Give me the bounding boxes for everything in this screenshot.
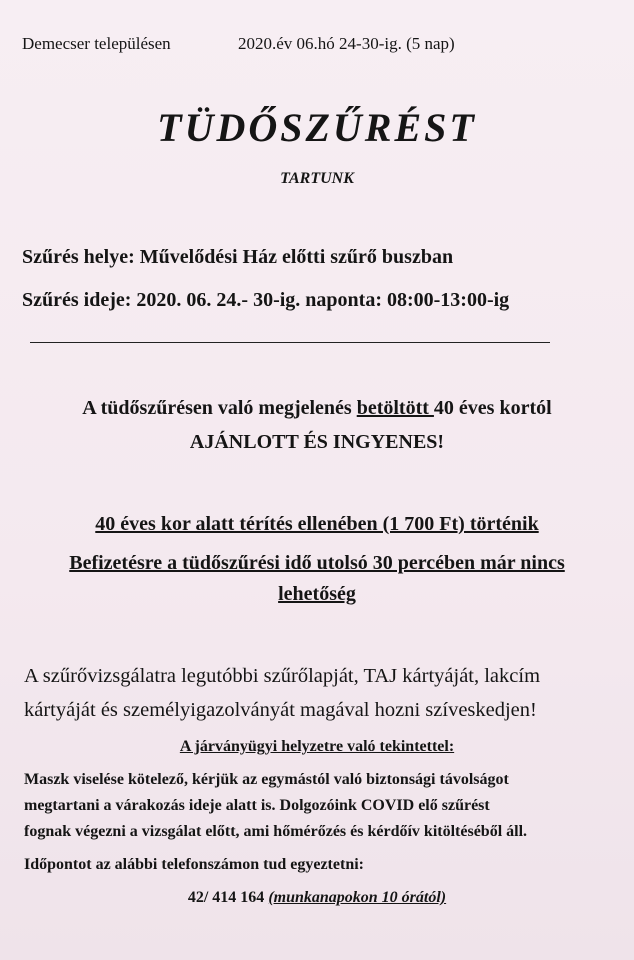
epidemic-line-1: Maszk viselése kötelező, kérjük az egymástól való biztonsági távolságot bbox=[24, 771, 509, 788]
page-title: TÜDŐSZŰRÉST bbox=[157, 105, 477, 150]
eligibility-text-underlined: betöltött bbox=[356, 397, 434, 419]
screening-place: Szűrés helye: Művelődési Ház előtti szűrő buszban bbox=[22, 246, 454, 268]
divider-line bbox=[30, 342, 550, 343]
header-location: Demecser településen bbox=[22, 34, 171, 53]
phone-hours-note: (munkanapokon 10 órától) bbox=[268, 889, 447, 906]
documents-line-1: A szűrővizsgálatra legutóbbi szűrőlapját, TAJ kártyáját, lakcím bbox=[24, 665, 541, 687]
payment-deadline-line-end: lehetőség bbox=[278, 583, 356, 605]
documents-line-2: kártyáját és személyigazolványát magával hozni szíveskedjen! bbox=[24, 699, 537, 721]
appointment-phone-line bbox=[0, 889, 634, 907]
eligibility-line bbox=[0, 397, 634, 420]
free-notice: AJÁNLOTT ÉS INGYENES! bbox=[189, 431, 445, 453]
epidemic-heading: A járványügyi helyzetre való tekintettel: bbox=[179, 738, 455, 755]
fee-line: 40 éves kor alatt térítés ellenében (1 700 Ft) történik bbox=[95, 513, 539, 535]
epidemic-line-2: megtartani a várakozás ideje alatt is. Dolgozóink COVID elő szűrést bbox=[24, 797, 490, 814]
epidemic-line-3: fognak végezni a vizsgálat előtt, ami hőmérőzés és kérdőív kitöltéséből áll. bbox=[24, 823, 528, 840]
screening-time: Szűrés ideje: 2020. 06. 24.- 30-ig. naponta: 08:00-13:00-ig bbox=[22, 289, 510, 311]
header-dates: 2020.év 06.hó 24-30-ig. (5 nap) bbox=[238, 34, 455, 53]
eligibility-text-pre: A tüdőszűrésen való megjelenés bbox=[82, 397, 357, 419]
page-subtitle: TARTUNK bbox=[280, 170, 354, 187]
phone-number: 42/ 414 164 bbox=[187, 889, 265, 906]
payment-deadline-line: Befizetésre a tüdőszűrési idő utolsó 30 percében már nincs bbox=[69, 552, 565, 574]
appointment-text: Időpontot az alábbi telefonszámon tud egyeztetni: bbox=[24, 856, 364, 873]
eligibility-text-post: 40 éves kortól bbox=[433, 397, 552, 419]
